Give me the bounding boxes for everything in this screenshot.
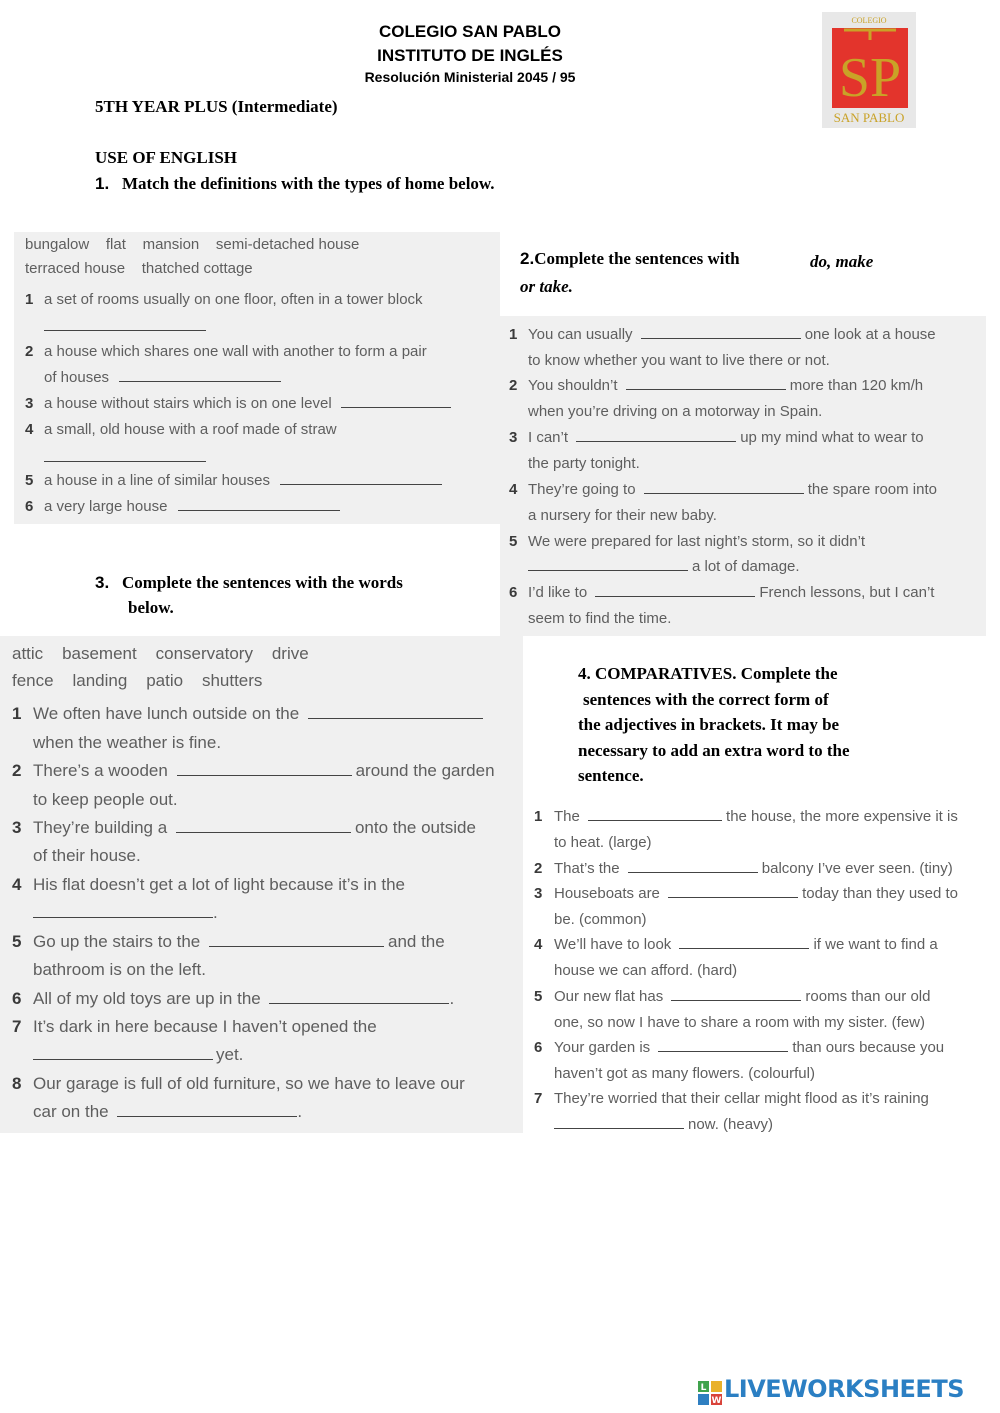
ex3-item-7: 7 It’s dark in here because I haven’t opened the — [12, 1017, 377, 1036]
ex4-item-7-cont: now. (heavy) — [554, 1116, 773, 1133]
ex2-item-5: 5 We were prepared for last night’s storm, so it didn’t — [509, 533, 866, 550]
ex2-options: do, make or take. — [520, 252, 874, 296]
ex3-item-3: 3 They’re building a onto the outside — [12, 818, 476, 837]
ex2-blank-5[interactable] — [528, 558, 688, 571]
ex2-item-1: 1 You can usually one look at a house — [509, 326, 936, 343]
ex1-item-6: 6 a very large house — [25, 498, 340, 515]
institute-name: INSTITUTO DE INGLÉS — [377, 46, 563, 65]
ex2-item-4-cont: a nursery for their new baby. — [528, 507, 717, 524]
ex4-item-4-cont: house we can afford. (hard) — [554, 962, 738, 979]
ex3-word-box-line1: attic basement conservatory drive — [12, 644, 309, 663]
ex4-blank-6[interactable] — [658, 1039, 788, 1052]
ex4-item-2: 2 That’s the balcony I’ve ever seen. (tiny) — [534, 860, 953, 877]
resolution-text: Resolución Ministerial 2045 / 95 — [364, 69, 576, 85]
ex4-instruction-line: sentences with the correct form of — [583, 689, 829, 709]
ex1-blank-6[interactable] — [178, 498, 340, 511]
ex3-heading-line1 — [95, 573, 403, 593]
ex2-item-6-cont: seem to find the time. — [528, 610, 672, 627]
ex4-blank-2[interactable] — [628, 860, 758, 873]
ex2-blank-6[interactable] — [595, 584, 755, 597]
ex3-item-5-cont: bathroom is on the left. — [33, 960, 206, 979]
ex4-item-3: 3 Houseboats are today than they used to — [534, 885, 959, 902]
ex1-blank-1[interactable] — [44, 318, 206, 336]
ex2-item-2: 2 You shouldn’t more than 120 km/h — [509, 377, 924, 394]
ex1-item-3: 3 a house without stairs which is on one level — [25, 395, 451, 412]
ex2-blank-1[interactable] — [641, 326, 801, 339]
liveworksheets-badge-icon — [698, 1381, 722, 1405]
school-name: COLEGIO SAN PABLO — [379, 22, 561, 41]
ex2-item-5-cont: a lot of damage. — [528, 558, 800, 575]
logo-live: LIVE — [724, 1375, 782, 1403]
ex2-item-1-cont: to know whether you want to live there or not. — [528, 352, 830, 369]
ex1-blank-5[interactable] — [280, 472, 442, 485]
ex3-item-5: 5 Go up the stairs to the and the — [12, 932, 445, 951]
ex1-blank-2[interactable] — [119, 369, 281, 382]
ex1-word-box-line1: bungalow flat mansion semi-detached house — [25, 236, 360, 253]
ex1-heading — [95, 174, 495, 194]
ex3-word-box-line2: fence landing patio shutters — [12, 671, 263, 690]
ex3-number: 3. — [95, 573, 110, 592]
ex4-item-1: 1 The the house, the more expensive it is — [534, 808, 958, 825]
level-title: 5TH YEAR PLUS (Intermediate) — [95, 97, 338, 116]
ex4-item-1-cont: to heat. (large) — [554, 834, 652, 851]
ex2-blank-3[interactable] — [576, 429, 736, 442]
logo-top-text: COLEGIO — [851, 16, 887, 25]
ex4-item-3-cont: be. (common) — [554, 911, 647, 928]
ex3-blank-1[interactable] — [308, 706, 483, 719]
ex4-item-4: 4 We’ll have to look if we want to find a — [534, 936, 938, 953]
ex4-item-7: 7 They’re worried that their cellar might flood as it’s raining — [534, 1090, 929, 1107]
ex3-instruction: Complete the sentences with the words — [121, 573, 403, 592]
ex1-item-1: 1 a set of rooms usually on one floor, often in a tower block — [25, 291, 423, 308]
ex4-instruction-line: the adjectives in brackets. It may be — [578, 715, 840, 734]
ex1-item-2-cont: of houses — [44, 369, 281, 386]
liveworksheets-logo[interactable] — [724, 1375, 964, 1403]
ex3-item-4-cont: . — [33, 903, 218, 923]
ex3-item-1-cont: when the weather is fine. — [33, 733, 222, 752]
ex4-instruction-line: sentence. — [578, 766, 644, 785]
ex4-item-6: 6 Your garden is than ours because you — [534, 1039, 945, 1056]
ex2-item-2-cont: when you’re driving on a motorway in Spain. — [528, 403, 823, 420]
ex4-blank-5[interactable] — [671, 988, 801, 1001]
ex1-item-2: 2 a house which shares one wall with another to form a pair — [25, 343, 427, 360]
ex1-word-box-line2: terraced house thatched cottage — [25, 260, 253, 277]
ex1-blank-4[interactable] — [44, 449, 206, 467]
ex3-blank-4[interactable] — [33, 905, 213, 918]
ex1-item-5: 5 a house in a line of similar houses — [25, 472, 442, 489]
ex3-item-8-cont: car on the . — [33, 1102, 303, 1121]
ex3-item-2: 2 There’s a wooden around the garden — [12, 761, 495, 780]
ex3-item-8: 8 Our garage is full of old furniture, so we have to leave our — [12, 1074, 465, 1093]
ex2-instruction: Complete the sentences with — [534, 249, 740, 268]
svg-text:W: W — [711, 1396, 722, 1405]
ex3-blank-5[interactable] — [209, 934, 384, 947]
ex2-item-4: 4 They’re going to the spare room into — [509, 481, 937, 498]
ex3-heading-line2: below. — [128, 598, 174, 617]
ex4-item-5-cont: one, so now I have to share a room with my sister. (few) — [554, 1014, 925, 1031]
ex2-item-3: 3 I can’t up my mind what to wear to — [509, 429, 924, 446]
ex1-item-4: 4 a small, old house with a roof made of straw — [25, 421, 337, 438]
ex1-blank-3[interactable] — [341, 395, 451, 408]
ex1-instruction: Match the definitions with the types of home below. — [121, 174, 495, 193]
ex2-item-3-cont: the party tonight. — [528, 455, 640, 472]
ex4-instruction — [578, 661, 850, 789]
ex3-item-6: 6 All of my old toys are up in the . — [12, 989, 455, 1008]
ex2-item-6: 6 I’d like to French lessons, but I can’t — [509, 584, 935, 601]
ex3-blank-3[interactable] — [176, 820, 351, 833]
ex4-blank-4[interactable] — [679, 936, 809, 949]
ex3-blank-2[interactable] — [177, 763, 352, 776]
ex3-blank-6[interactable] — [269, 991, 449, 1004]
ex1-number: 1. — [95, 174, 110, 193]
school-logo — [822, 12, 916, 128]
logo-letters: SP — [838, 47, 902, 109]
logo-bottom-text: SAN PABLO — [833, 110, 905, 125]
ex4-instruction-line: necessary to add an extra word to the — [578, 740, 850, 760]
ex3-item-4: 4 His flat doesn’t get a lot of light because it’s in the — [12, 875, 406, 894]
ex3-item-1: 1 We often have lunch outside on the — [12, 704, 483, 724]
ex3-blank-8[interactable] — [117, 1104, 297, 1117]
ex2-blank-4[interactable] — [644, 481, 804, 494]
ex4-blank-3[interactable] — [668, 885, 798, 898]
ex3-item-2-cont: to keep people out. — [33, 790, 178, 809]
logo-worksheets: WORKSHEETS — [781, 1375, 964, 1403]
ex2-number: 2. — [520, 249, 535, 268]
ex4-item-5: 5 Our new flat has rooms than our old — [534, 988, 931, 1005]
ex4-item-6-cont: haven’t got as many flowers. (colourful) — [554, 1065, 815, 1082]
ex4-instruction-line: 4. COMPARATIVES. Complete the — [578, 664, 838, 683]
ex2-blank-2[interactable] — [626, 377, 786, 390]
ex3-item-7-cont: yet. — [33, 1045, 243, 1065]
section-title: USE OF ENGLISH — [95, 148, 238, 167]
svg-text:L: L — [700, 1383, 707, 1393]
ex3-blank-7[interactable] — [33, 1047, 213, 1060]
ex4-blank-7[interactable] — [554, 1116, 684, 1129]
ex3-item-3-cont: of their house. — [33, 846, 141, 865]
ex4-blank-1[interactable] — [588, 808, 722, 821]
